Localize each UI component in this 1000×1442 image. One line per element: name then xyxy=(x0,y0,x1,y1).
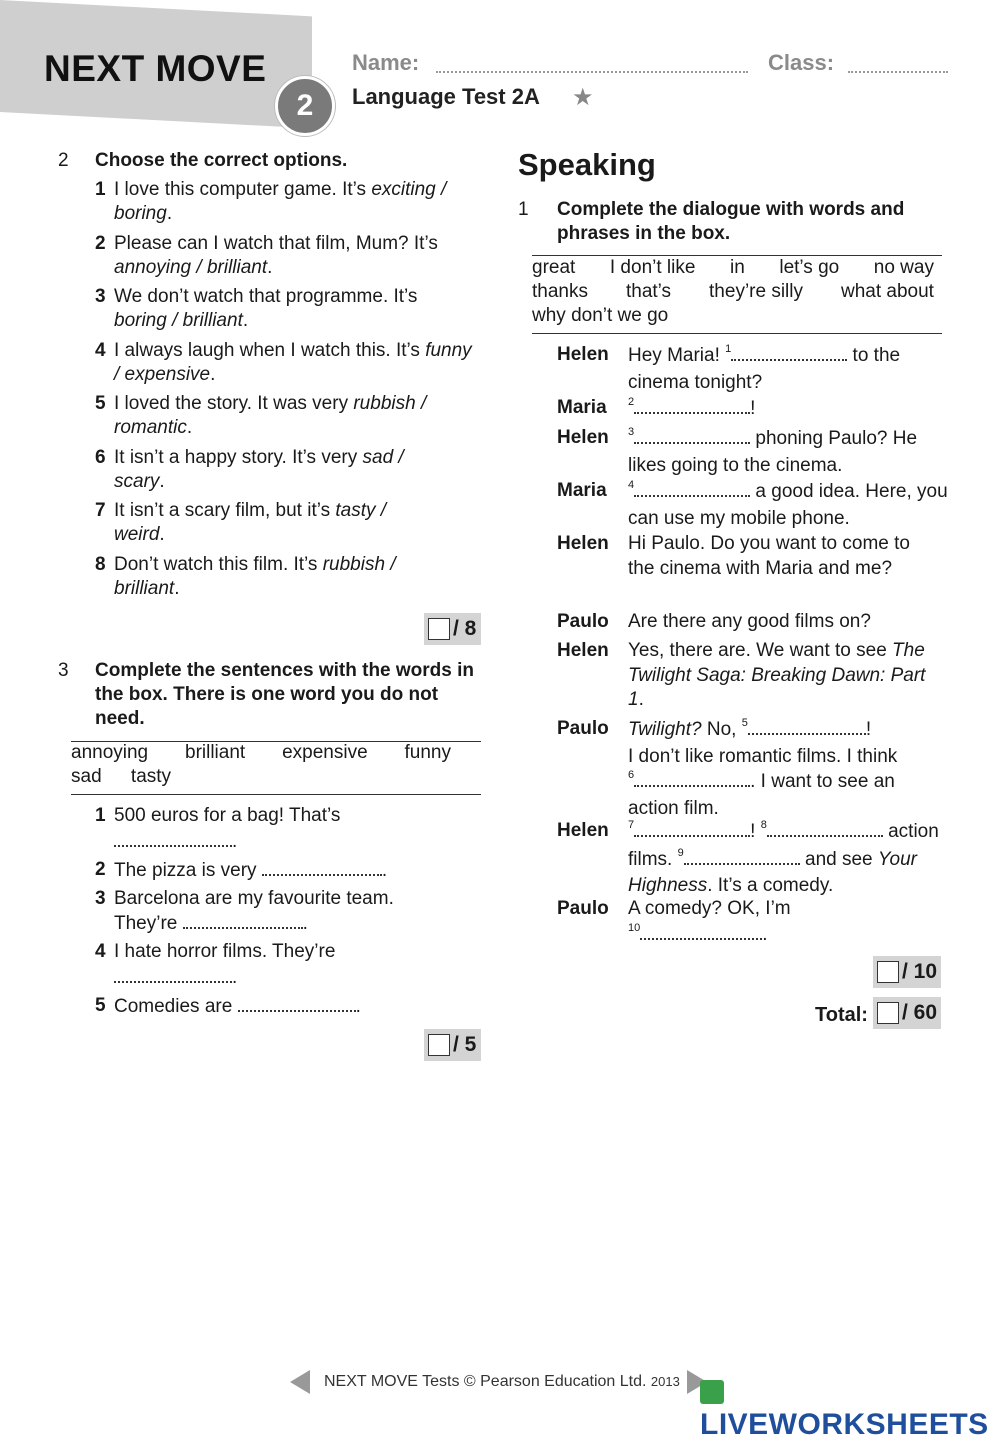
box-word: they’re silly xyxy=(709,281,804,302)
speaking-number: 1 xyxy=(518,199,529,220)
answer-blank[interactable] xyxy=(748,717,866,735)
unit-badge: 2 xyxy=(275,76,335,136)
box-word: funny xyxy=(404,742,451,763)
answer-blank[interactable] xyxy=(634,769,750,787)
speaker-label: Helen xyxy=(557,640,609,661)
speaker-label: Helen xyxy=(557,344,609,365)
ex3-item-5: Comedies are . xyxy=(114,996,361,1017)
option-choice[interactable]: rubbish / romantic xyxy=(114,393,427,438)
ex2-item-7: It isn’t a scary film, but it’s tasty / weird. xyxy=(114,500,387,545)
speaker-label: Helen xyxy=(557,533,609,554)
answer-blank[interactable] xyxy=(238,994,356,1012)
answer-blank[interactable] xyxy=(640,922,762,940)
star-icon: ★ xyxy=(572,84,594,111)
ex3-item-number: 2 xyxy=(95,859,106,880)
ex2-item-4: I always laugh when I watch this. It’s funny / expensive. xyxy=(114,340,472,385)
dialogue-line-3: $^3$ phoning Paulo? He likes going to the cinema. xyxy=(628,426,918,476)
ex2-item-2: Please can I watch that film, Mum? It’s annoying / brilliant. xyxy=(114,233,438,278)
score-box[interactable] xyxy=(428,618,450,640)
answer-blank[interactable] xyxy=(767,819,883,837)
class-label: Class: xyxy=(768,50,835,75)
ex2-item-number: 5 xyxy=(95,393,106,414)
box-word: why don’t we go xyxy=(532,305,669,326)
dialogue-line-2: $^2$ ! xyxy=(628,396,756,419)
speaking-word-box-row2 xyxy=(532,280,934,305)
ex2-item-number: 1 xyxy=(95,179,106,200)
ex3-number: 3 xyxy=(58,660,69,681)
answer-blank[interactable] xyxy=(634,479,750,497)
box-word: expensive xyxy=(282,742,368,763)
box-word: no way xyxy=(873,257,934,278)
ex3-item-4-blank[interactable]: . xyxy=(114,965,237,990)
speaker-label: Paulo xyxy=(557,718,609,739)
speaking-word-box-row1 xyxy=(532,256,934,281)
test-title: Language Test 2A xyxy=(352,84,540,109)
dialogue-line-5: Hi Paulo. Do you want to come to the cinema with Maria and me? xyxy=(628,533,910,579)
option-choice[interactable]: rubbish / brilliant xyxy=(114,554,396,599)
ex2-item-number: 7 xyxy=(95,500,106,521)
speaker-label: Paulo xyxy=(557,611,609,632)
answer-blank[interactable] xyxy=(684,847,800,865)
box-word: tasty xyxy=(130,766,172,787)
liveworksheets-logo: LIVEWORKSHEETS xyxy=(700,1374,1000,1442)
liveworksheets-icon xyxy=(700,1380,724,1404)
answer-blank[interactable] xyxy=(634,396,750,414)
speaking-word-box-row3 xyxy=(532,304,668,329)
word-box-bottom-rule xyxy=(71,794,481,795)
name-field[interactable] xyxy=(436,71,748,73)
ex3-item-number: 5 xyxy=(95,995,106,1016)
speaker-label: Paulo xyxy=(557,898,609,919)
prev-page-icon[interactable] xyxy=(290,1370,310,1394)
answer-blank[interactable] xyxy=(183,911,303,929)
speaker-label: Helen xyxy=(557,427,609,448)
answer-blank[interactable] xyxy=(634,426,750,444)
answer-blank[interactable] xyxy=(731,343,847,361)
box-word: brilliant xyxy=(185,742,246,763)
option-choice[interactable]: funny / expensive xyxy=(114,340,472,385)
speaking-instruction: Complete the dialogue with words and phrases in the box. xyxy=(557,199,905,244)
ex2-item-6: It isn’t a happy story. It’s very sad / scary. xyxy=(114,447,404,492)
class-field[interactable] xyxy=(848,71,948,73)
ex3-item-1-blank[interactable]: . xyxy=(114,829,237,854)
ex2-instruction: Choose the correct options. xyxy=(95,150,348,171)
box-word: let’s go xyxy=(779,257,840,278)
ex3-item-2: The pizza is very . xyxy=(114,860,388,881)
ex3-word-box-row1 xyxy=(71,741,451,766)
name-label: Name: xyxy=(352,50,420,75)
dialogue-line-6: Are there any good films on? xyxy=(628,611,871,632)
ex2-item-number: 4 xyxy=(95,340,106,361)
ex3-item-3: Barcelona are my favourite team. They’re . xyxy=(114,888,394,934)
ex2-score: / 8 xyxy=(424,613,481,645)
box-word: that’s xyxy=(625,281,672,302)
ex2-item-5: I loved the story. It was very rubbish / romantic. xyxy=(114,393,427,438)
option-choice[interactable]: exciting / boring xyxy=(114,179,447,224)
score-box[interactable] xyxy=(877,1002,899,1024)
box-word: what about xyxy=(841,281,934,302)
ex2-item-number: 3 xyxy=(95,286,106,307)
ex3-item-number: 1 xyxy=(95,805,106,826)
box-word: sad xyxy=(71,766,102,787)
dialogue-line-10: A comedy? OK, I’m $^{10}$ . xyxy=(628,898,791,945)
box-word: annoying xyxy=(71,742,149,763)
dialogue-line-8: Twilight? No, $^5$ ! I don’t like romantic films. I think $^6$ . I want to see an action film. xyxy=(628,717,898,819)
ex2-item-8: Don’t watch this film. It’s rubbish / brilliant. xyxy=(114,554,396,599)
option-choice[interactable]: tasty / weird xyxy=(114,500,387,545)
option-choice[interactable]: annoying / brilliant xyxy=(114,257,268,278)
answer-blank[interactable] xyxy=(262,858,382,876)
ex3-score: / 5 xyxy=(424,1029,481,1061)
score-box[interactable] xyxy=(877,961,899,983)
ex3-item-number: 3 xyxy=(95,888,106,909)
ex3-instruction: Complete the sentences with the words in the box. There is one word you do not need. xyxy=(95,660,475,729)
speaker-label: Maria xyxy=(557,397,607,418)
ex2-number: 2 xyxy=(58,150,69,171)
total-score: / 60 xyxy=(873,997,941,1029)
ex2-item-number: 6 xyxy=(95,447,106,468)
ex2-item-number: 8 xyxy=(95,554,106,575)
dialogue-line-7: Yes, there are. We want to see The Twilight Saga: Breaking Dawn: Part 1. xyxy=(628,640,926,710)
ex2-item-3: We don’t watch that programme. It’s boring / brilliant. xyxy=(114,286,418,331)
total-label: Total: xyxy=(815,1004,868,1026)
speaker-label: Helen xyxy=(557,820,609,841)
ex2-item-number: 2 xyxy=(95,233,106,254)
ex2-item-1: I love this computer game. It’s exciting / boring. xyxy=(114,179,447,224)
brand-logo: NEXT MOVE xyxy=(44,48,267,89)
speaking-score: / 10 xyxy=(873,956,941,988)
word-box-bottom-rule xyxy=(532,333,942,334)
dialogue-line-4: $^4$ a good idea. Here, you can use my mobile phone. xyxy=(628,479,948,529)
footer-copyright: NEXT MOVE Tests © Pearson Education Ltd. 2013 xyxy=(324,1373,680,1390)
dialogue-line-9: $^7$ ! $^8$ action films. $^9$ and see Your Highness. It’s a comedy. xyxy=(628,819,939,896)
box-word: in xyxy=(729,257,745,278)
box-word: great xyxy=(532,257,576,278)
speaking-heading: Speaking xyxy=(518,147,656,182)
box-word: thanks xyxy=(532,281,588,302)
answer-blank[interactable] xyxy=(634,819,750,837)
ex3-item-4-text: I hate horror films. They’re xyxy=(114,941,336,962)
option-choice[interactable]: sad / scary xyxy=(114,447,404,492)
option-choice[interactable]: boring / brilliant xyxy=(114,310,243,331)
dialogue-line-1: Hey Maria! $^1$ to the cinema tonight? xyxy=(628,343,901,393)
score-box[interactable] xyxy=(428,1034,450,1056)
ex3-item-number: 4 xyxy=(95,941,106,962)
box-word: I don’t like xyxy=(609,257,696,278)
ex3-word-box-row2 xyxy=(71,765,171,790)
ex3-item-1-text: 500 euros for a bag! That’s xyxy=(114,805,341,826)
speaker-label: Maria xyxy=(557,480,607,501)
